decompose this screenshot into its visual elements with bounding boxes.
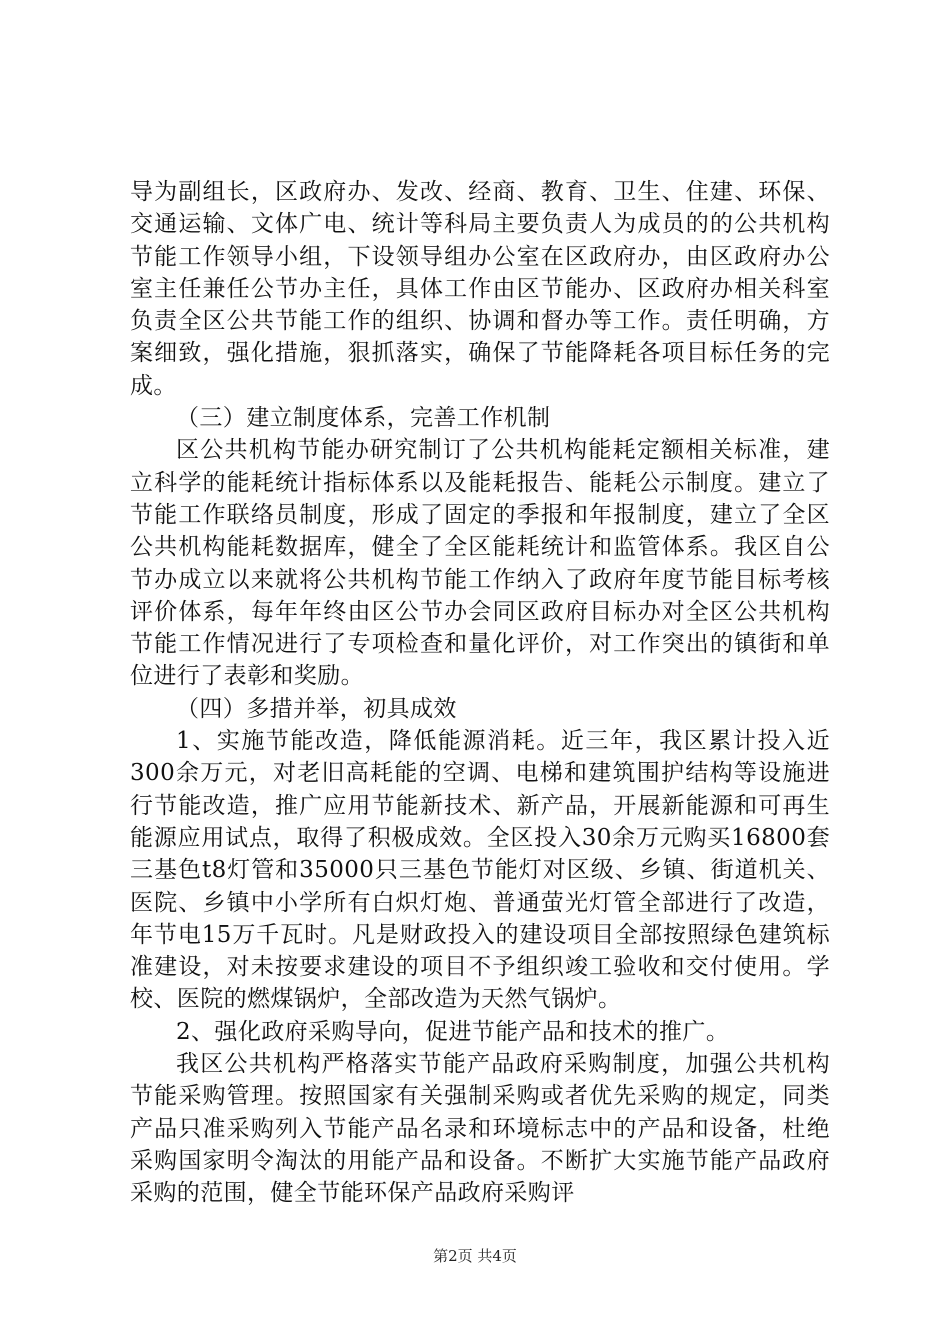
document-body	[130, 176, 830, 1210]
page-number-footer: 第2页 共4页	[433, 1247, 517, 1265]
paragraph-procurement-heading: 2、强化政府采购导向，促进节能产品和技术的推广。	[176, 1018, 730, 1045]
paragraph-energy-retrofit: 1、实施节能改造，降低能源消耗。近三年，我区累计投入近300余万元，对老旧高耗能的空调、电梯和建筑围护结构等设施进行节能改造，推广应用节能新技术、新产品，开展新能源和可再生能源应用试点，取得了积极成效。全区投入30余万元购买16800套三基色t8灯管和35000只三基色节能灯对区级、乡镇、街道机关、医院、乡镇中小学所有白炽灯炮、普通萤光灯管全部进行了改造，年节电15万千瓦时。凡是财政投入的建设项目全部按照绿色建筑标准建设，对未按要求建设的项目不予组织竣工验收和交付使用。学校、医院的燃煤锅炉，全部改造为天然气锅炉。	[130, 728, 830, 1013]
paragraph-leadership-group: 导为副组长，区政府办、发改、经商、教育、卫生、住建、环保、交通运输、文体广电、统计等科局主要负责人为成员的的公共机构节能工作领导小组，下设领导组办公室在区政府办，由区政府办公室主任兼任公节办主任，具体工作由区节能办、区政府办相关科室负责全区公共节能工作的组织、协调和督办等工作。责任明确，方案细致，强化措施，狠抓落实，确保了节能降耗各项目标任务的完成。	[130, 179, 830, 399]
paragraph-procurement: 我区公共机构严格落实节能产品政府采购制度，加强公共机构节能采购管理。按照国家有关强制采购或者优先采购的规定，同类产品只准采购列入节能产品名录和环境标志中的产品和设备，杜绝采购国家明令淘汰的用能产品和设备。不断扩大实施节能产品政府采购的范围，健全节能环保产品政府采购评	[130, 1051, 830, 1207]
section-heading-4: （四）多措并举，初具成效	[176, 695, 457, 722]
paragraph-system-building: 区公共机构节能办研究制订了公共机构能耗定额相关标准，建立科学的能耗统计指标体系以及能耗报告、能耗公示制度。建立了节能工作联络员制度，形成了固定的季报和年报制度，建立了全区公共机构能耗数据库，健全了全区能耗统计和监管体系。我区自公节办成立以来就将公共机构节能工作纳入了政府年度节能目标考核评价体系，每年年终由区公节办会同区政府目标办对全区公共机构节能工作情况进行了专项检查和量化评价，对工作突出的镇街和单位进行了表彰和奖励。	[130, 437, 830, 690]
section-heading-3: （三）建立制度体系，完善工作机制	[176, 405, 551, 432]
